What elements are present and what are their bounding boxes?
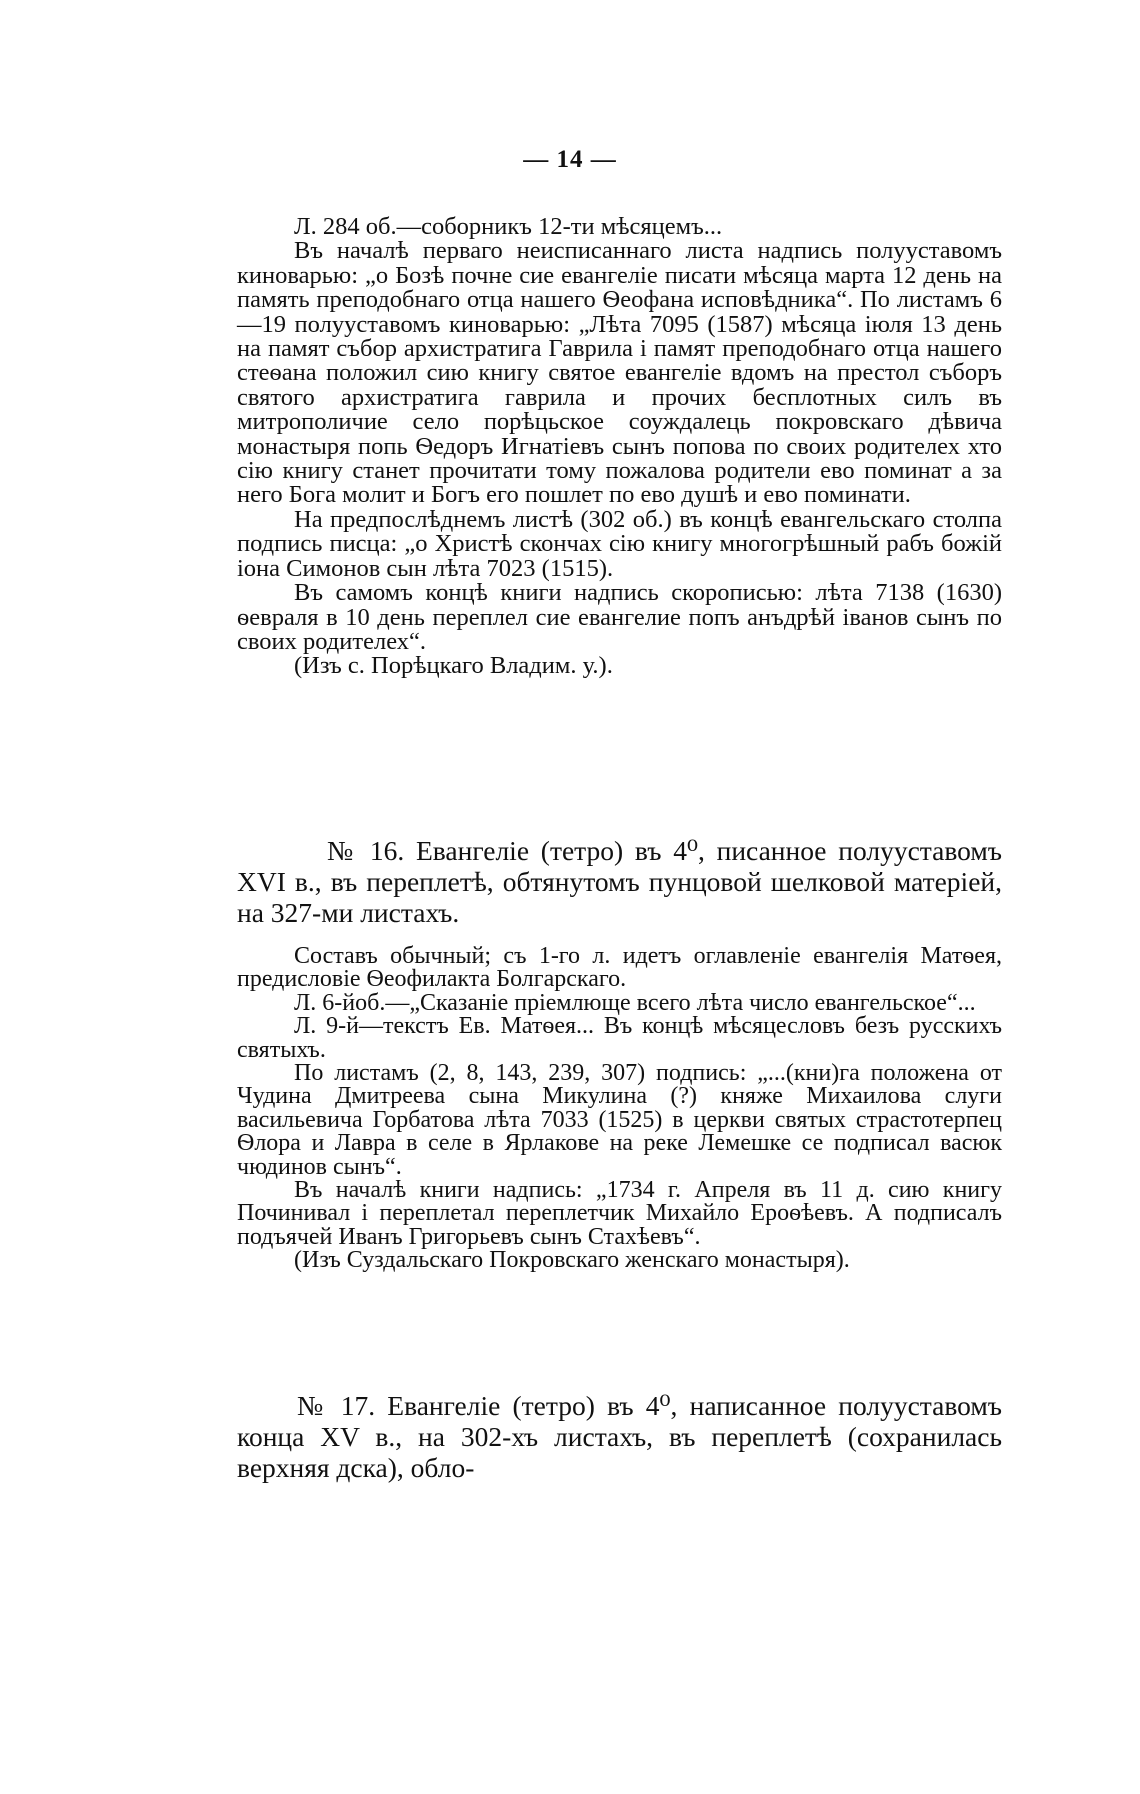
paragraph-provenance: (Изъ с. Порѣцкаго Владим. у.). bbox=[294, 652, 613, 680]
paragraph-inscription-start: Въ началѣ перваго неисписаннаго листа надпись полууставомъ киноварью: „о Бозѣ почне сие евангеліе писати мѣсяца марта 12 день на память преподобнаго отца нашего Ѳеофана исповѣдника“. По листамъ 6—19 полууставомъ киноварью: „Лѣта 7095 (1587) мѣсяца іюля 13 день на памят събор архистратига Гаврила і памят преподобнаго отца нашего стеѳана положил сию книгу святое евангеліе вдомъ на престол съборъ святого архистратига гаврила и прочих бесплотных силъ въ митрополичие село порѣцьское соуждалець покровскаго дѣвича монастыря попь Ѳедоръ Игнатіевъ сынъ попова по своих родителех хто сію книгу станет прочитати тому пожалова родители ево поминат а за него Бога молит и Богъ его пошлет по ево душѣ и ево поминати. bbox=[237, 237, 1002, 509]
paragraph-contents: Составъ обычный; съ 1-го л. идетъ оглавленіе евангелія Матѳея, предисловіе Ѳеофилакта Болгарскаго. bbox=[237, 943, 1002, 993]
paragraph-scribe-signature: На предпослѣднемъ листѣ (302 об.) въ концѣ евангельскаго столпа подпись писца: „о Христѣ скончах сію книгу многогрѣшный рабъ божій іона Симонов сын лѣта 7023 (1515). bbox=[237, 505, 1002, 582]
paragraph-signature: По листамъ (2, 8, 143, 239, 307) подпись: „...(кни)га положена от Чудина Дмитреева сына Микулина (?) княже Михаилова слуги васильевича Горбатова лѣта 7033 (1525) в церкви святых страстотерпец Ѳлора и Лавра в селе в Ярлакове на реке Лемешке се подписал васюк чюдинов сынъ“. bbox=[237, 1060, 1002, 1180]
entry-15-description bbox=[237, 215, 1002, 679]
entry-16-description bbox=[237, 945, 1002, 1273]
entry-16-heading bbox=[237, 835, 1002, 928]
paragraph-folio-284: Л. 284 об.—соборникъ 12-ти мѣсяцемъ... bbox=[294, 213, 723, 240]
entry-17-title: № 17. Евангеліе (тетро) въ 4⁰, написанное полууставомъ конца XV в., на 302-хъ листахъ, въ переплетѣ (сохранилась верхняя дска), обло- bbox=[237, 1390, 1002, 1483]
paragraph-folio-9: Л. 9-й—текстъ Ев. Матѳея... Въ концѣ мѣсяцесловъ безъ русскихъ святыхъ. bbox=[237, 1013, 1002, 1063]
page-number: — 14 — bbox=[523, 146, 617, 173]
paragraph-provenance-16: (Изъ Суздальскаго Покровскаго женскаго монастыря). bbox=[294, 1247, 850, 1274]
paragraph-end-inscription: Въ самомъ концѣ книги надпись скорописью: лѣта 7138 (1630) ѳевраля в 10 день переплел сие евангелие попъ анъдрѣй іванов сынъ по своих родителех“. bbox=[237, 579, 1002, 655]
entry-17-heading bbox=[237, 1390, 1002, 1483]
entry-16-title: № 16. Евангеліе (тетро) въ 4⁰, писанное полууставомъ XVI в., въ переплетѣ, обтянутомъ пунцовой шелковой матеріей, на 327-ми листахъ. bbox=[237, 835, 1002, 928]
paragraph-binding-note: Въ началѣ книги надпись: „1734 г. Апреля въ 11 д. сию книгу Починивал і переплетал переплетчик Михайло Ероѳѣевъ. А подписалъ подъячей Иванъ Григорьевъ сынъ Стахѣевъ“. bbox=[237, 1177, 1002, 1250]
paragraph-folio-6: Л. 6-йоб.—„Сказаніе пріемлюще всего лѣта число евангельское“... bbox=[294, 989, 976, 1016]
